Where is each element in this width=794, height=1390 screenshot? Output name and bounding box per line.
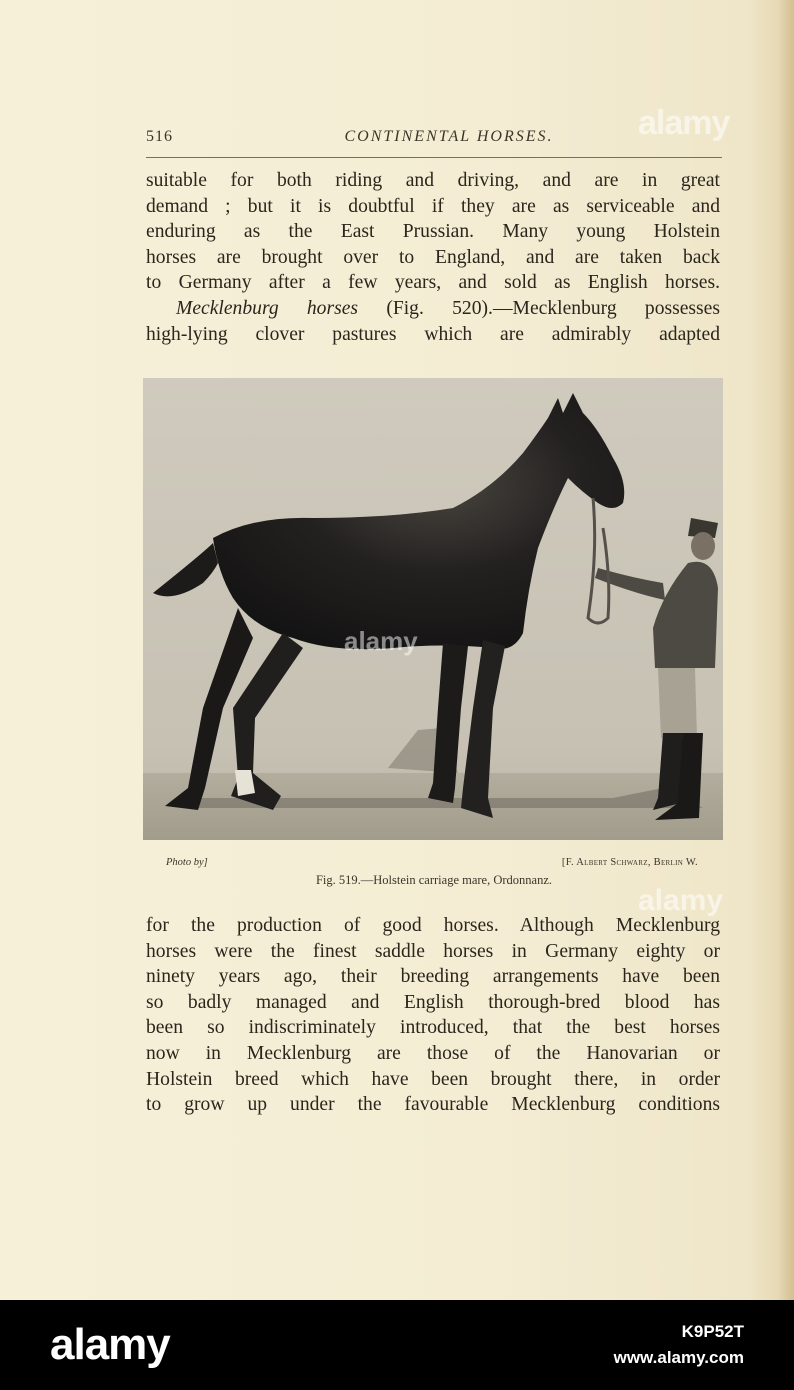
photo-credit bbox=[166, 857, 698, 871]
watermark-logo: alamy bbox=[638, 884, 724, 917]
image-id: K9P52T bbox=[681, 1322, 744, 1341]
groom-breeches bbox=[658, 668, 697, 738]
text-line: high-lying clover pastures which are admirably adapted bbox=[146, 323, 720, 345]
header-rule bbox=[146, 157, 722, 158]
text-line: demand ; but it is doubtful if they are as serviceable and bbox=[146, 195, 720, 217]
horse-photograph bbox=[143, 378, 723, 840]
site-url: www.alamy.com bbox=[613, 1348, 744, 1367]
text-line: to grow up under the favourable Mecklenburg conditions bbox=[146, 1094, 720, 1116]
text-line: been so indiscriminately introduced, that the best horses bbox=[146, 1017, 720, 1039]
text-line: horses are brought over to England, and are taken back bbox=[146, 246, 720, 268]
figure-caption: Fig. 519.—Holstein carriage mare, Ordonnanz. bbox=[315, 873, 553, 887]
horse-photo-illustration bbox=[143, 378, 723, 840]
page-header bbox=[146, 128, 722, 150]
text-block-top bbox=[146, 168, 720, 347]
credit-right: [F. Albert Schwarz, Berlin W. bbox=[561, 857, 698, 868]
page-number: 516 bbox=[146, 128, 173, 145]
page-edge-shadow bbox=[778, 0, 794, 1300]
text-line: Holstein breed which have been brought there, in order bbox=[146, 1068, 720, 1090]
text-line: to Germany after a few years, and sold as English horses. bbox=[146, 272, 720, 294]
section-title: Mecklenburg horses bbox=[176, 297, 359, 319]
watermark-logo: alamy bbox=[638, 104, 730, 142]
text-line: horses were the finest saddle horses in Germany eighty or bbox=[146, 940, 720, 962]
watermark-logo: alamy bbox=[344, 626, 418, 656]
text-block-bottom bbox=[146, 913, 720, 1118]
groom-head bbox=[691, 532, 715, 560]
credit-left: Photo by] bbox=[166, 857, 208, 868]
text-line: so badly managed and English thorough-bred blood has bbox=[146, 991, 720, 1013]
text-fragment: (Fig. 520).—Mecklenburg possesses bbox=[358, 297, 721, 319]
text-line: enduring as the East Prussian. Many young Holstein bbox=[146, 221, 720, 243]
alamy-logo: alamy bbox=[50, 1320, 170, 1369]
running-title: CONTINENTAL HORSES. bbox=[344, 128, 554, 145]
text-line: for the production of good horses. Although Mecklenburg bbox=[146, 915, 720, 936]
text-line: now in Mecklenburg are those of the Hanovarian or bbox=[146, 1042, 720, 1064]
text-line: suitable for both riding and driving, and are in great bbox=[146, 170, 720, 191]
paragraph-start-line bbox=[146, 296, 720, 322]
stock-banner bbox=[0, 1300, 794, 1390]
text-line: ninety years ago, their breeding arrangements have been bbox=[146, 966, 720, 988]
